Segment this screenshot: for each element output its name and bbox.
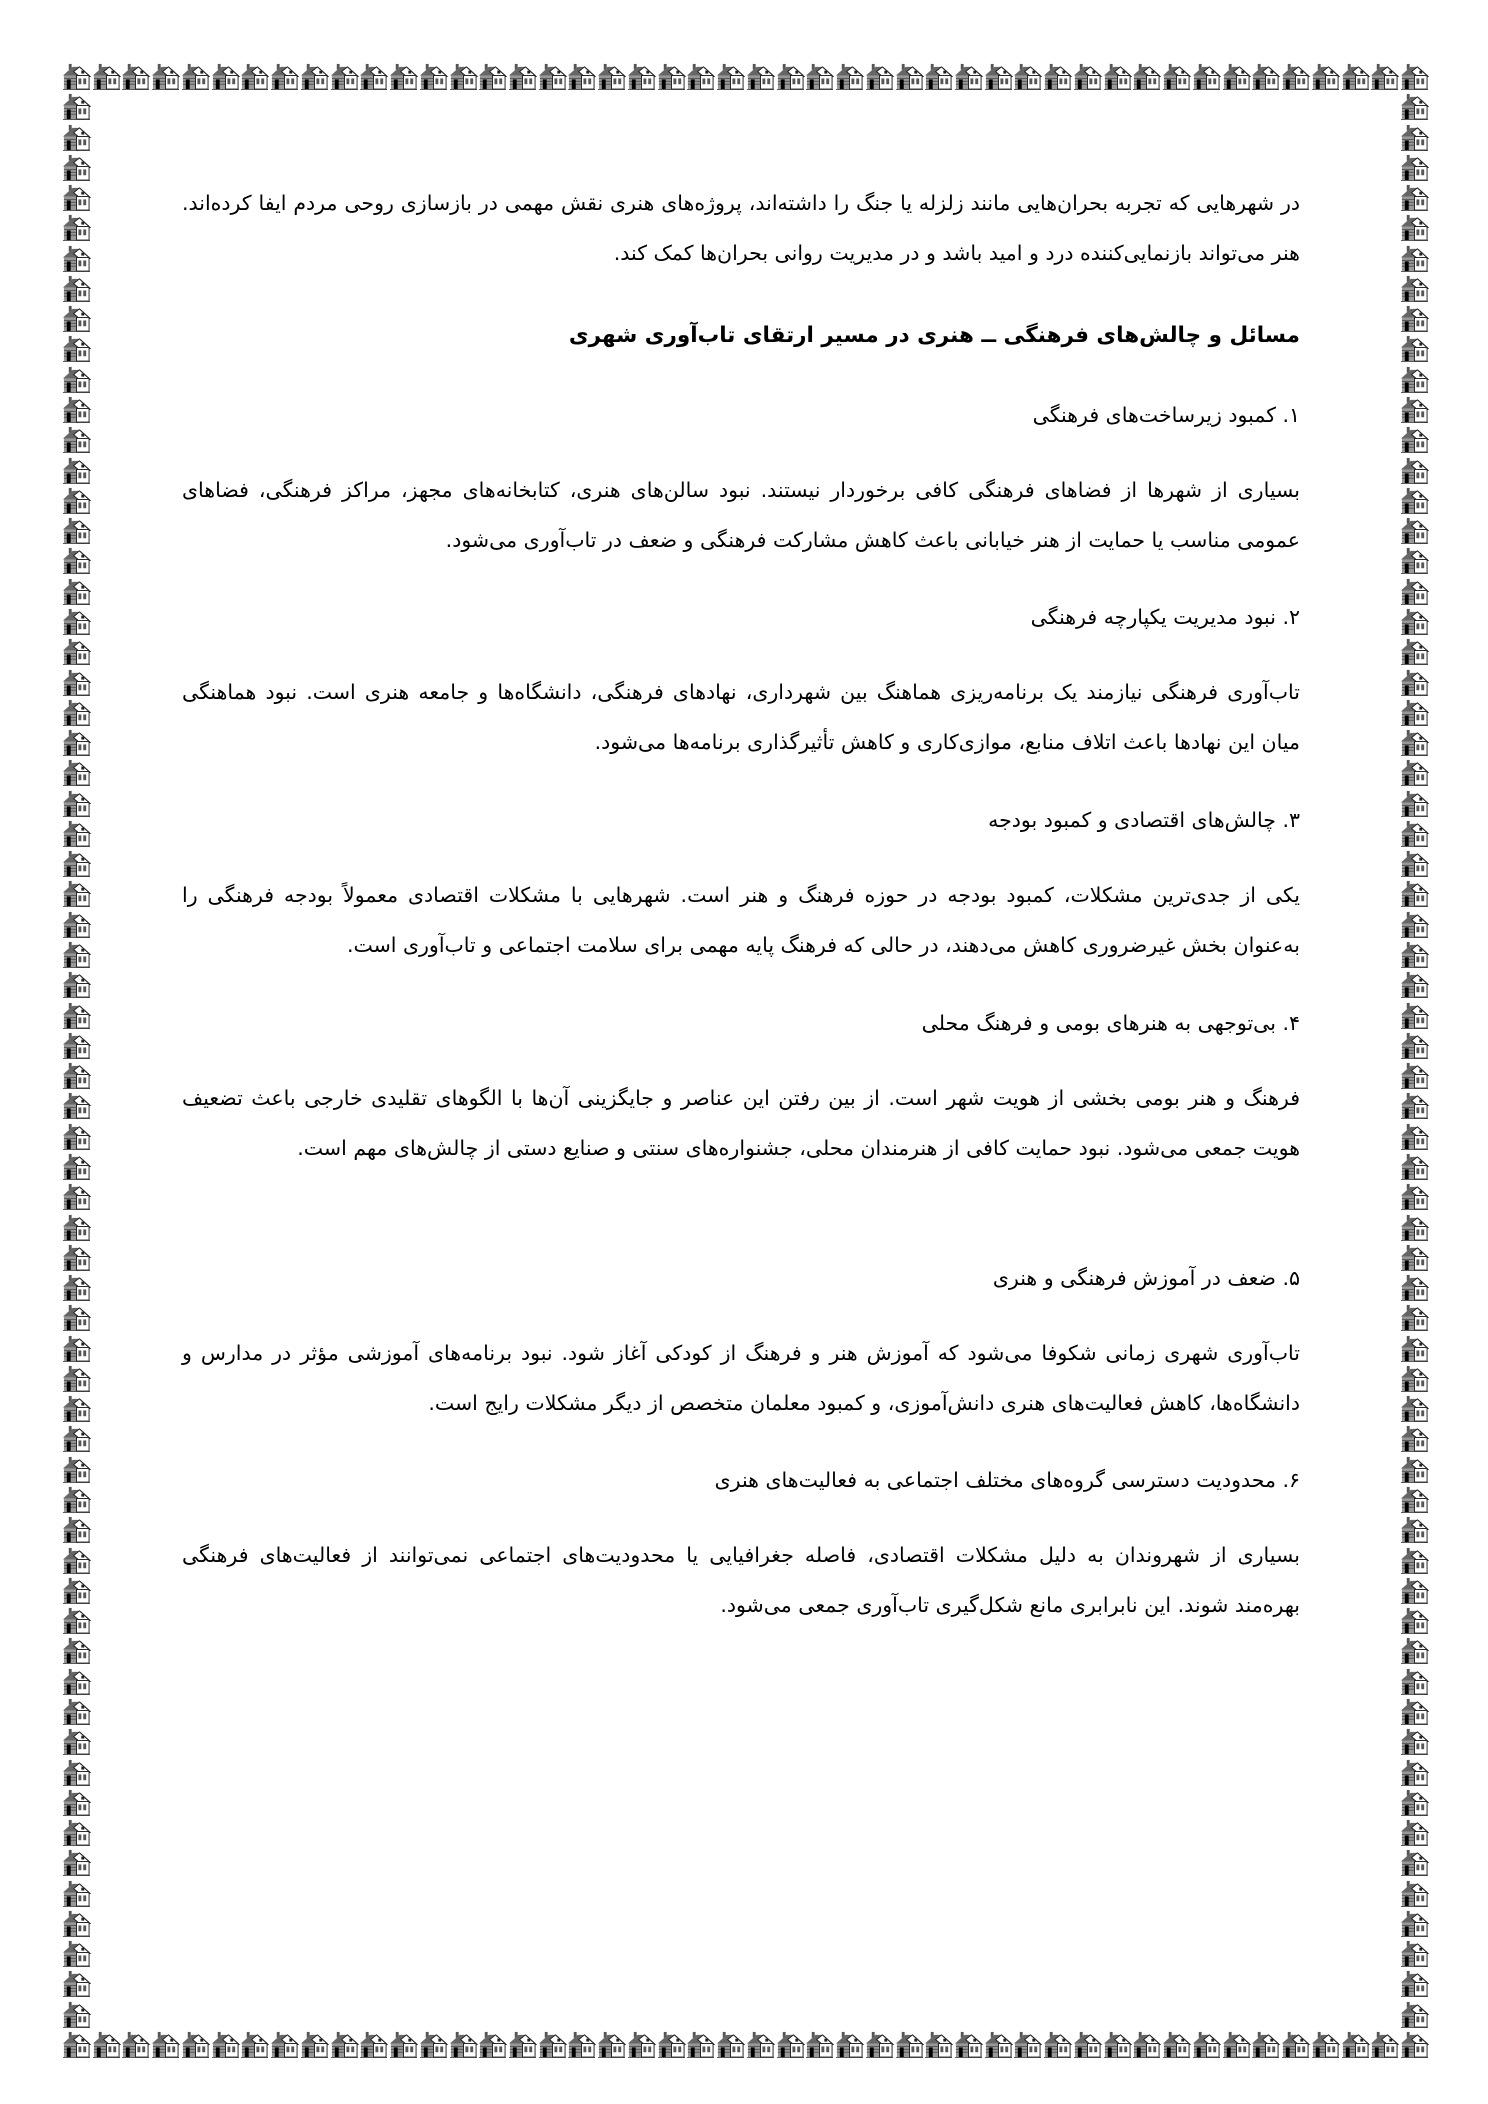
house-icon (62, 183, 91, 212)
house-icon (62, 819, 91, 848)
house-icon (1400, 1636, 1429, 1665)
house-icon (1400, 516, 1429, 545)
house-icon (538, 2030, 567, 2059)
house-icon (1400, 577, 1429, 606)
house-icon (538, 62, 567, 91)
house-icon (62, 758, 91, 787)
house-icon (478, 62, 507, 91)
house-icon (62, 849, 91, 878)
house-icon (1400, 1394, 1429, 1423)
house-icon (1311, 62, 1340, 91)
house-icon (1162, 2030, 1191, 2059)
house-icon (1222, 62, 1251, 91)
house-icon (62, 1546, 91, 1575)
item-body: تاب‌آوری فرهنگی نیازمند یک برنامه‌ریزی هماهنگ بین شهرداری، نهادهای فرهنگی، دانشگاه‌ها و جامعه هنری است. نبود هماهنگی میان این نهادها باعث اتلاف منابع، موازی‌کاری و کاهش تأثیرگذاری برنامه‌ها می‌شود. (182, 680, 1300, 754)
house-icon (1400, 1364, 1429, 1393)
house-icon (686, 2030, 715, 2059)
house-icon (1400, 1909, 1429, 1938)
house-icon (1400, 1152, 1429, 1181)
house-icon (62, 1334, 91, 1363)
house-icon (1400, 1303, 1429, 1332)
house-icon (1400, 1424, 1429, 1453)
item-body: بسیاری از شهرها از فضاهای فرهنگی کافی برخوردار نیستند. نبود سالن‌های هنری، کتابخانه‌های مجهز، مراکز فرهنگی، فضاهای عمومی مناسب یا حمایت از هنر خیابانی باعث کاهش مشارکت فرهنگی و ضعف در تاب‌آوری می‌شود. (182, 478, 1300, 552)
house-icon (746, 2030, 775, 2059)
house-icon (62, 607, 91, 636)
house-icon (92, 2030, 121, 2059)
house-icon (419, 2030, 448, 2059)
house-icon (270, 62, 299, 91)
house-icon (62, 970, 91, 999)
house-icon (62, 1667, 91, 1696)
house-icon (508, 2030, 537, 2059)
house-icon (1400, 637, 1429, 666)
house-icon (62, 1636, 91, 1665)
house-icon (835, 2030, 864, 2059)
house-icon (1400, 1697, 1429, 1726)
house-icon (62, 1788, 91, 1817)
item-title: ۱. کمبود زیرساخت‌های فرهنگی (1032, 403, 1300, 427)
house-icon (62, 789, 91, 818)
house-icon (1400, 425, 1429, 454)
house-icon (62, 1939, 91, 1968)
house-icon (62, 1485, 91, 1514)
house-icon (1192, 2030, 1221, 2059)
house-icon (1400, 274, 1429, 303)
house-icon (627, 2030, 656, 2059)
house-icon (1400, 1273, 1429, 1302)
house-icon (865, 62, 894, 91)
house-icon (62, 1424, 91, 1453)
house-icon (805, 2030, 834, 2059)
house-icon (62, 728, 91, 757)
house-icon (359, 2030, 388, 2059)
house-icon (62, 486, 91, 515)
house-icon (1400, 2000, 1429, 2029)
house-icon (151, 2030, 180, 2059)
house-icon (121, 2030, 150, 2059)
house-icon (62, 879, 91, 908)
house-icon (954, 2030, 983, 2059)
house-icon (62, 1091, 91, 1120)
house-icon (1192, 62, 1221, 91)
house-icon (62, 304, 91, 333)
house-icon (240, 2030, 269, 2059)
house-icon (1251, 62, 1280, 91)
item-body: بسیاری از شهروندان به دلیل مشکلات اقتصادی، فاصله جغرافیایی یا محدودیت‌های اجتماعی نمی‌توانند از فعالیت‌های فرهنگی بهره‌مند شوند. این نابرابری مانع شکل‌گیری تاب‌آوری جمعی می‌شود. (182, 1543, 1300, 1617)
house-icon (1043, 62, 1072, 91)
house-icon (776, 2030, 805, 2059)
house-icon (1400, 1122, 1429, 1151)
house-icon (62, 274, 91, 303)
house-icon (62, 1243, 91, 1272)
house-icon (1370, 2030, 1399, 2059)
house-icon (1400, 1758, 1429, 1787)
house-icon (121, 62, 150, 91)
house-icon (62, 2000, 91, 2029)
house-icon (1162, 62, 1191, 91)
house-icon (805, 62, 834, 91)
house-icon (716, 62, 745, 91)
house-icon (62, 1818, 91, 1847)
house-icon (62, 123, 91, 152)
house-icon (1400, 1788, 1429, 1817)
house-icon (1400, 62, 1429, 91)
item-title: ۵. ضعف در آموزش فرهنگی و هنری (992, 1266, 1300, 1290)
house-icon (1400, 698, 1429, 727)
house-icon (62, 334, 91, 363)
house-icon (62, 1697, 91, 1726)
house-icon (62, 1848, 91, 1877)
house-icon (62, 940, 91, 969)
house-icon (389, 2030, 418, 2059)
house-icon (1400, 970, 1429, 999)
house-icon (62, 92, 91, 121)
house-icon (62, 1727, 91, 1756)
house-icon (1400, 819, 1429, 848)
house-icon (1103, 62, 1132, 91)
house-icon (1400, 1818, 1429, 1847)
house-icon (1400, 1576, 1429, 1605)
house-icon (62, 1455, 91, 1484)
house-icon (1400, 879, 1429, 908)
house-icon (419, 62, 448, 91)
item-body: تاب‌آوری شهری زمانی شکوفا می‌شود که آموزش هنر و فرهنگ از کودکی آغاز شود. نبود برنامه‌های آموزشی مؤثر در مدارس و دانشگاه‌ها، کاهش فعالیت‌های هنری دانش‌آموزی، و کمبود معلمان متخصص از دیگر مشکلات رایج است. (182, 1341, 1300, 1415)
house-icon (62, 1364, 91, 1393)
house-icon (62, 1031, 91, 1060)
house-icon (270, 2030, 299, 2059)
house-icon (1400, 1969, 1429, 1998)
house-icon (181, 62, 210, 91)
house-icon (62, 668, 91, 697)
house-icon (62, 1273, 91, 1302)
house-icon (716, 2030, 745, 2059)
house-icon (1281, 62, 1310, 91)
house-icon (62, 698, 91, 727)
house-icon (62, 1909, 91, 1938)
house-icon (1400, 728, 1429, 757)
house-icon (1400, 1606, 1429, 1635)
house-icon (1400, 1485, 1429, 1514)
house-icon (1341, 62, 1370, 91)
house-icon (62, 395, 91, 424)
house-icon (240, 62, 269, 91)
house-icon (62, 1061, 91, 1090)
house-icon (1400, 546, 1429, 575)
house-icon (1400, 1546, 1429, 1575)
house-icon (1400, 486, 1429, 515)
house-icon (567, 62, 596, 91)
house-icon (62, 1576, 91, 1605)
house-icon (1400, 758, 1429, 787)
house-icon (330, 62, 359, 91)
house-icon (211, 2030, 240, 2059)
intro-paragraph: در شهرهایی که تجربه بحران‌هایی مانند زلزله یا جنگ را داشته‌اند، پروژه‌های هنری نقش مهمی در بازسازی روحی مردم ایفا کرده‌اند. هنر می‌تواند بازنمایی‌کننده درد و امید باشد و در مدیریت روانی بحران‌ها کمک کند. (182, 191, 1300, 265)
house-icon (1400, 1091, 1429, 1120)
house-icon (597, 62, 626, 91)
house-icon (62, 1969, 91, 1998)
house-icon (1400, 2030, 1429, 2059)
item-title: ۳. چالش‌های اقتصادی و کمبود بودجه (988, 808, 1300, 832)
house-icon (567, 2030, 596, 2059)
house-icon (1400, 1243, 1429, 1272)
item-body: فرهنگ و هنر بومی بخشی از هویت شهر است. از بین رفتن این عناصر و جایگزینی آن‌ها با الگوهای تقلیدی خارجی باعث تضعیف هویت جمعی می‌شود. نبود حمایت کافی از هنرمندان محلی، جشنواره‌های سنتی و صنایع دستی از چالش‌های مهم است. (182, 1086, 1300, 1160)
house-icon (62, 425, 91, 454)
house-icon (1132, 62, 1161, 91)
house-icon (1400, 849, 1429, 878)
house-icon (1400, 1213, 1429, 1242)
house-icon (895, 2030, 924, 2059)
house-icon (62, 1001, 91, 1030)
house-icon (686, 62, 715, 91)
house-icon (62, 1394, 91, 1423)
house-icon (478, 2030, 507, 2059)
item-title: ۶. محدودیت دسترسی گروه‌های مختلف اجتماعی به فعالیت‌های هنری (714, 1468, 1300, 1492)
house-icon (984, 62, 1013, 91)
house-icon (62, 1758, 91, 1787)
house-icon (62, 1122, 91, 1151)
house-icon (1400, 1334, 1429, 1363)
house-icon (92, 62, 121, 91)
house-icon (1400, 1848, 1429, 1877)
section-heading: مسائل و چالش‌های فرهنگی ــ هنری در مسیر ارتقای تاب‌آوری شهری (568, 323, 1300, 348)
house-icon (1103, 2030, 1132, 2059)
house-icon (1400, 456, 1429, 485)
house-icon (984, 2030, 1013, 2059)
house-icon (1400, 304, 1429, 333)
house-icon (449, 2030, 478, 2059)
house-icon (62, 1213, 91, 1242)
house-icon (62, 456, 91, 485)
house-icon (1400, 395, 1429, 424)
house-icon (835, 62, 864, 91)
house-icon (1341, 2030, 1370, 2059)
house-icon (62, 910, 91, 939)
house-icon (954, 62, 983, 91)
house-icon (181, 2030, 210, 2059)
house-icon (1073, 62, 1102, 91)
house-icon (1400, 92, 1429, 121)
house-icon (62, 546, 91, 575)
house-icon (62, 1152, 91, 1181)
house-icon (1013, 2030, 1042, 2059)
house-icon (1400, 940, 1429, 969)
house-icon (449, 62, 478, 91)
house-icon (62, 153, 91, 182)
house-icon (62, 1515, 91, 1544)
house-icon (924, 2030, 953, 2059)
house-icon (1400, 607, 1429, 636)
house-icon (1400, 1182, 1429, 1211)
house-icon (1013, 62, 1042, 91)
house-icon (597, 2030, 626, 2059)
house-icon (1400, 334, 1429, 363)
house-icon (1400, 365, 1429, 394)
house-icon (1400, 213, 1429, 242)
house-icon (1400, 123, 1429, 152)
house-icon (1400, 153, 1429, 182)
house-icon (924, 62, 953, 91)
house-icon (300, 62, 329, 91)
house-icon (62, 1879, 91, 1908)
item-title: ۴. بی‌توجهی به هنرهای بومی و فرهنگ محلی (921, 1011, 1300, 1035)
house-icon (1251, 2030, 1280, 2059)
house-icon (62, 1182, 91, 1211)
house-icon (62, 2030, 91, 2059)
house-icon (1400, 789, 1429, 818)
house-icon (1073, 2030, 1102, 2059)
house-icon (62, 62, 91, 91)
house-icon (62, 516, 91, 545)
house-icon (1400, 1515, 1429, 1544)
house-icon (1400, 244, 1429, 273)
house-icon (1400, 183, 1429, 212)
house-icon (1400, 1879, 1429, 1908)
item-title: ۲. نبود مدیریت یکپارچه فرهنگی (1030, 605, 1300, 629)
item-body: یکی از جدی‌ترین مشکلات، کمبود بودجه در حوزه فرهنگ و هنر است. شهرهایی با مشکلات اقتصادی معمولاً بودجه فرهنگی را به‌عنوان بخش غیرضروری کاهش می‌دهند، در حالی که فرهنگ پایه مهمی برای سلامت اجتماعی و تاب‌آوری است. (182, 883, 1300, 957)
house-icon (627, 62, 656, 91)
house-icon (62, 1303, 91, 1332)
house-icon (657, 2030, 686, 2059)
house-icon (1400, 1001, 1429, 1030)
house-icon (508, 62, 537, 91)
house-icon (1400, 1939, 1429, 1968)
house-icon (300, 2030, 329, 2059)
house-icon (330, 2030, 359, 2059)
house-icon (359, 62, 388, 91)
house-icon (62, 213, 91, 242)
house-icon (1400, 1031, 1429, 1060)
house-icon (1400, 910, 1429, 939)
house-icon (865, 2030, 894, 2059)
house-icon (1132, 2030, 1161, 2059)
house-icon (1281, 2030, 1310, 2059)
house-icon (1370, 62, 1399, 91)
house-icon (1311, 2030, 1340, 2059)
house-icon (746, 62, 775, 91)
house-icon (776, 62, 805, 91)
house-icon (895, 62, 924, 91)
house-icon (1400, 1455, 1429, 1484)
house-icon (151, 62, 180, 91)
house-icon (62, 365, 91, 394)
house-icon (62, 577, 91, 606)
house-icon (657, 62, 686, 91)
house-icon (1400, 1727, 1429, 1756)
house-icon (1222, 2030, 1251, 2059)
house-icon (211, 62, 240, 91)
house-icon (1400, 1061, 1429, 1090)
house-icon (1400, 1667, 1429, 1696)
house-icon (389, 62, 418, 91)
house-icon (62, 244, 91, 273)
house-icon (62, 637, 91, 666)
house-icon (1400, 668, 1429, 697)
house-icon (1043, 2030, 1072, 2059)
house-icon (62, 1606, 91, 1635)
